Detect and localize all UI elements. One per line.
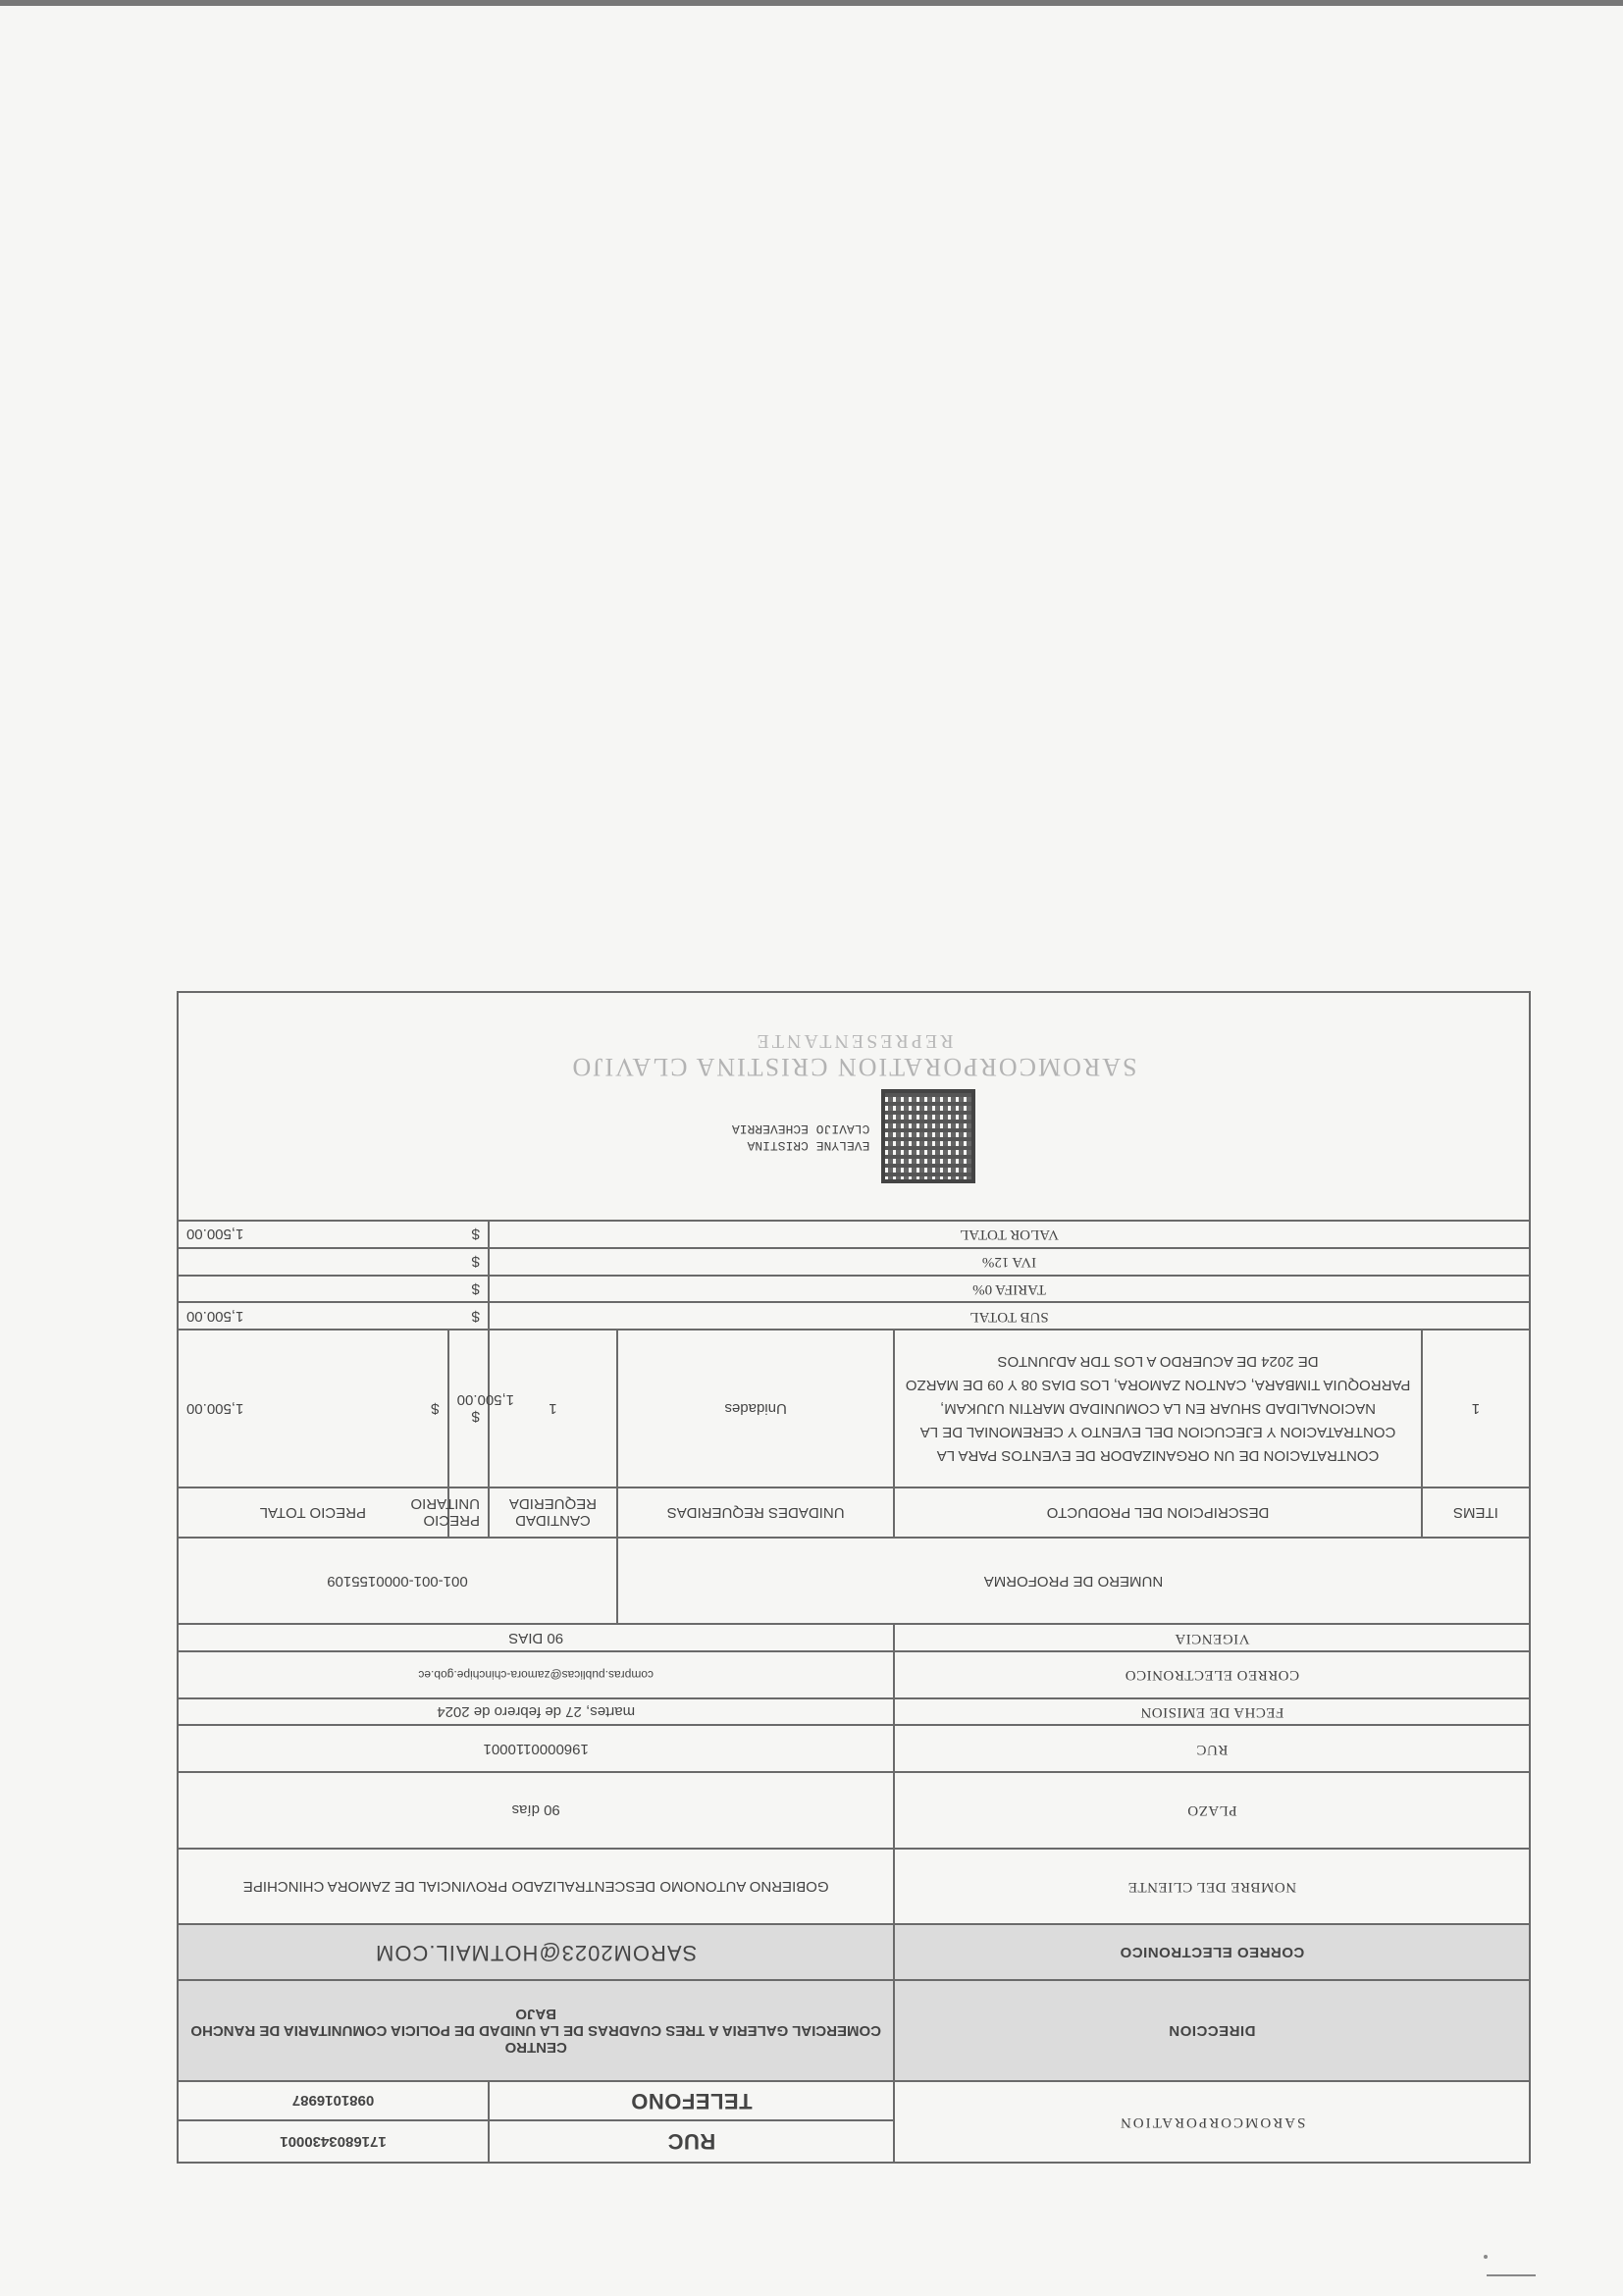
subtotal-label: SUB TOTAL bbox=[489, 1302, 1530, 1330]
signer-line1: EVELYNE CRISTINA bbox=[747, 1137, 870, 1153]
correo-value: SAROM2023@HOTMAIL.COM bbox=[178, 1924, 894, 1980]
amount: 1,500.00 bbox=[186, 1399, 244, 1417]
cliente-label: NOMBRE DEL CLIENTE bbox=[894, 1849, 1530, 1925]
scan-speck bbox=[1484, 2255, 1488, 2259]
company-name: SAROMCORPORATION bbox=[894, 2081, 1530, 2163]
proforma-form bbox=[177, 991, 1531, 2164]
telefono-label: TELEFONO bbox=[489, 2081, 894, 2119]
fecha-value: martes, 27 de febrero de 2024 bbox=[178, 1698, 894, 1726]
currency-symbol: $ bbox=[471, 1279, 480, 1297]
proforma-table bbox=[177, 991, 1531, 2164]
qr-code-icon bbox=[881, 1089, 975, 1183]
ruc2-value: 1960000110001 bbox=[178, 1725, 894, 1772]
proforma-label: NUMERO DE PROFORMA bbox=[617, 1538, 1530, 1624]
subtotal-value bbox=[178, 1302, 489, 1330]
table-row bbox=[178, 1330, 1530, 1487]
representative-title: REPRESENTANTE bbox=[754, 1029, 954, 1052]
scan-mark bbox=[1487, 2274, 1536, 2276]
proforma-value: 001-001-0000155109 bbox=[178, 1538, 617, 1624]
signature-stamp bbox=[186, 1089, 1521, 1183]
correo2-label: CORREO ELECTRONICO bbox=[894, 1651, 1530, 1698]
tarifa0-label: TARIFA 0% bbox=[489, 1276, 1530, 1303]
currency-symbol: $ bbox=[471, 1408, 480, 1426]
ruc-label: RUC bbox=[489, 2120, 894, 2163]
vigencia-value: 90 DIAS bbox=[178, 1624, 894, 1651]
currency-symbol: $ bbox=[471, 1226, 480, 1243]
header-unidades: UNIDADES REQUERIDAS bbox=[617, 1487, 894, 1539]
signer-name bbox=[732, 1120, 869, 1153]
valor-total-value bbox=[178, 1221, 489, 1248]
plazo-value: 90 días bbox=[178, 1772, 894, 1849]
item-precio-unitario bbox=[448, 1330, 515, 1487]
header-precio-total: PRECIO TOTAL bbox=[178, 1487, 448, 1539]
direccion-cell bbox=[178, 1980, 894, 2081]
header-descripcion: DESCRIPCION DEL PRODUCTO bbox=[894, 1487, 1421, 1539]
ruc2-label: RUC bbox=[894, 1725, 1530, 1772]
currency-symbol: $ bbox=[431, 1399, 440, 1417]
signature-block bbox=[178, 992, 1530, 1221]
amount: 1,500.00 bbox=[186, 1307, 244, 1325]
item-number: 1 bbox=[1422, 1330, 1530, 1487]
correo2-value: compras.publicas@zamora-chinchipe.gob.ec bbox=[178, 1651, 894, 1698]
item-precio-total bbox=[178, 1330, 448, 1487]
header-item: ITEMS bbox=[1422, 1487, 1530, 1539]
item-description: CONTRATACION DE UN ORGANIZADOR DE EVENTOS PARA LA CONTRATACION Y EJECUCION DEL EVENTO Y CEREMONIAL DE LA NACIONALIDAD SHUAR EN LA COMUNIDAD MARTIN UJUKAM, PARROQUIA TIMBARA, CANTON ZAMORA, LOS DIAS 08 Y 09 DE MARZO DE 2024 DE ACUERDO A LOS TDR ADJUNTOS bbox=[894, 1330, 1421, 1487]
direccion-value: COMERCIAL GALERIA A TRES CUADRAS DE LA UNIDAD DE POLICIA COMUNITARIA DE RANCHO BAJO bbox=[190, 2006, 881, 2040]
ruc-value: 1716803430001 bbox=[178, 2120, 489, 2163]
direccion-label: DIRECCION bbox=[894, 1980, 1530, 2081]
iva-label: IVA 12% bbox=[489, 1248, 1530, 1276]
direccion-sub: CENTRO bbox=[504, 2039, 567, 2057]
currency-symbol: $ bbox=[471, 1307, 480, 1325]
telefono-value: 0981016987 bbox=[178, 2081, 489, 2119]
item-cantidad: 1 bbox=[489, 1330, 617, 1487]
amount: 1,500.00 bbox=[186, 1226, 244, 1243]
iva-value bbox=[178, 1248, 489, 1276]
cliente-value: GOBIERNO AUTONOMO DESCENTRALIZADO PROVINCIAL DE ZAMORA CHINCHIPE bbox=[178, 1849, 894, 1925]
signer-line2: CLAVIJO ECHEVERRIA bbox=[731, 1121, 870, 1136]
amount: 1,500.00 bbox=[456, 1391, 515, 1409]
plazo-label: PLAZO bbox=[894, 1772, 1530, 1849]
vigencia-label: VIGENCIA bbox=[894, 1624, 1530, 1651]
header-cantidad: CANTIDAD REQUERIDA bbox=[489, 1487, 617, 1539]
correo-label: CORREO ELECTRONICO bbox=[894, 1924, 1530, 1980]
scan-edge bbox=[0, 0, 1623, 6]
currency-symbol: $ bbox=[471, 1253, 480, 1271]
tarifa0-value bbox=[178, 1276, 489, 1303]
header-precio-unitario: PRECIO UNITARIO bbox=[448, 1487, 489, 1539]
valor-total-label: VALOR TOTAL bbox=[489, 1221, 1530, 1248]
item-unidades: Unidades bbox=[617, 1330, 894, 1487]
representative-name: SAROMCORPORATION CRISTINA CLAVIJO bbox=[570, 1052, 1137, 1081]
fecha-label: FECHA DE EMISION bbox=[894, 1698, 1530, 1726]
